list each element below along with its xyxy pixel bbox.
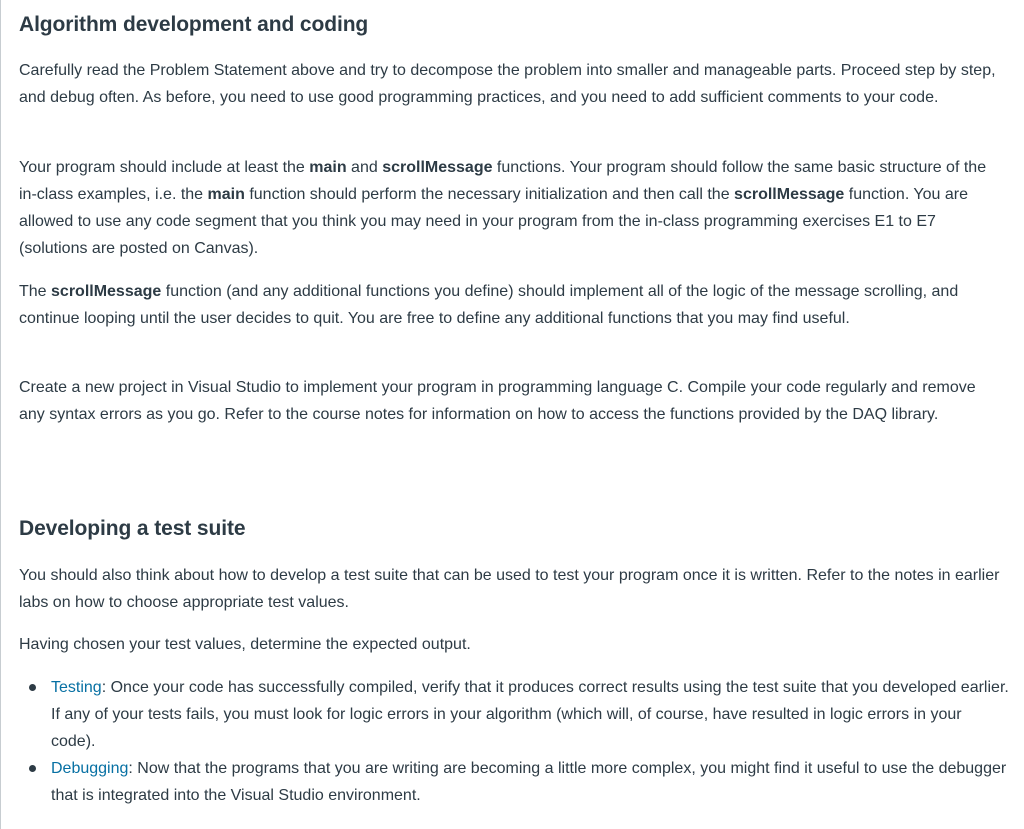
testing-link[interactable]: Testing	[51, 679, 102, 696]
text-run: functions. Your program should follow the same basic structure of the in-class examples, i.e. the	[19, 159, 987, 203]
list-item-debugging	[19, 755, 1009, 809]
list-item-testing	[19, 674, 1009, 755]
left-border	[0, 0, 1, 829]
paragraph-decompose: Carefully read the Problem Statement above and try to decompose the problem into smaller and manageable parts. Proceed step by step, and debug often. As before, you need to use good programming practices, and you need to add sufficient comments to your code.	[19, 62, 996, 106]
section-heading-test-suite: Developing a test suite	[19, 517, 246, 540]
paragraph-scrollmessage	[19, 278, 1004, 332]
text-run: and	[346, 159, 383, 176]
bullet-dot-icon	[29, 684, 36, 691]
bold-scrollmessage: scrollMessage	[382, 159, 493, 176]
paragraph-test-suite: You should also think about how to develop a test suite that can be used to test your program once it is written. Refer to the notes in earlier labs on how to choose appropriate test values.	[19, 567, 1000, 611]
text-run: Your program should include at least the	[19, 159, 310, 176]
paragraph-expected-output: Having chosen your test values, determine the expected output.	[19, 636, 471, 653]
section-heading-algorithm: Algorithm development and coding	[19, 13, 369, 36]
bold-main: main	[309, 159, 347, 176]
text-run: function. You are allowed to use any code segment that you think you may need in your program from the in-class programming exercises E1 to E7 (solutions are posted on Canvas).	[19, 186, 968, 257]
text-run: The	[19, 283, 52, 300]
bullet-list	[19, 674, 1009, 809]
debugging-link[interactable]: Debugging	[51, 760, 129, 777]
bold-scrollmessage: scrollMessage	[51, 283, 162, 300]
bullet-dot-icon	[29, 765, 36, 772]
bold-scrollmessage: scrollMessage	[734, 186, 845, 203]
text-run: function (and any additional functions you define) should implement all of the logic of the message scrolling, and continue looping until the user decides to quit. You are free to define any additional functions that you may find useful.	[19, 283, 959, 327]
paragraph-visual-studio: Create a new project in Visual Studio to implement your program in programming language C. Compile your code regularly and remove any syntax errors as you go. Refer to the course notes for information on how to access the functions provided by the DAQ library.	[19, 379, 976, 423]
list-item-text: : Once your code has successfully compiled, verify that it produces correct results using the test suite that you developed earlier. If any of your tests fails, you must look for logic errors in your algorithm (which will, of course, have resulted in logic errors in your code).	[51, 679, 1009, 750]
paragraph-functions	[19, 154, 1004, 262]
text-run: function should perform the necessary initialization and then call the	[244, 186, 735, 203]
list-item-text: : Now that the programs that you are writing are becoming a little more complex, you might find it useful to use the debugger that is integrated into the Visual Studio environment.	[51, 760, 1007, 804]
bold-main: main	[207, 186, 245, 203]
